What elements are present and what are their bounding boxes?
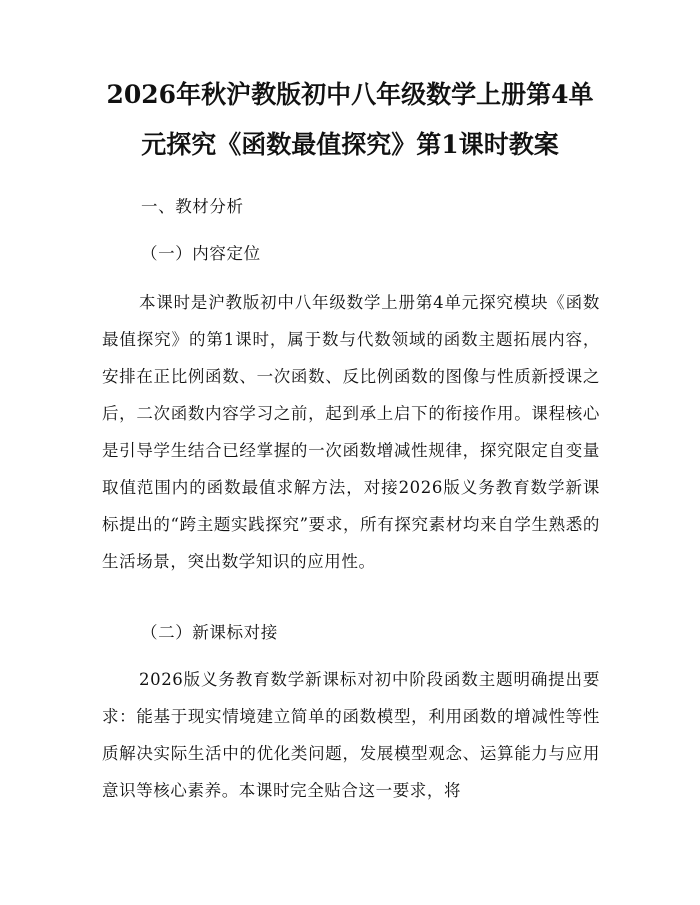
paragraph-content-positioning: 本课时是沪教版初中八年级数学上册第4单元探究模块《函数最值探究》的第1课时，属于数与代数领域的函数主题拓展内容，安排在正比例函数、一次函数、反比例函数的图像与性质新授课之后，二次函数内容学习之前，起到承上启下的衔接作用。课程核心是引导学生结合已经掌握的一次函数增减性规律，探究限定自变量取值范围内的函数最值求解方法，对接2026版义务教育数学新课标提出的“跨主题实践探究”要求，所有探究素材均来自学生熟悉的生活场景，突出数学知识的应用性。 <box>102 293 600 571</box>
subsection-heading-curriculum-alignment: （二）新课标对接 <box>141 623 278 642</box>
document-title: 2026年秋沪教版初中八年级数学上册第4单元探究《函数最值探究》第1课时教案 <box>106 80 594 159</box>
subsection-heading-content-positioning: （一）内容定位 <box>141 244 261 263</box>
paragraph-curriculum-alignment: 2026版义务教育数学新课标对初中阶段函数主题明确提出要求：能基于现实情境建立简单的函数模型，利用函数的增减性等性质解决实际生活中的优化类问题，发展模型观念、运算能力与应用意识等核心素养。本课时完全贴合这一要求，将 <box>102 670 600 800</box>
section-heading-textbook-analysis: 一、教材分析 <box>141 197 244 216</box>
